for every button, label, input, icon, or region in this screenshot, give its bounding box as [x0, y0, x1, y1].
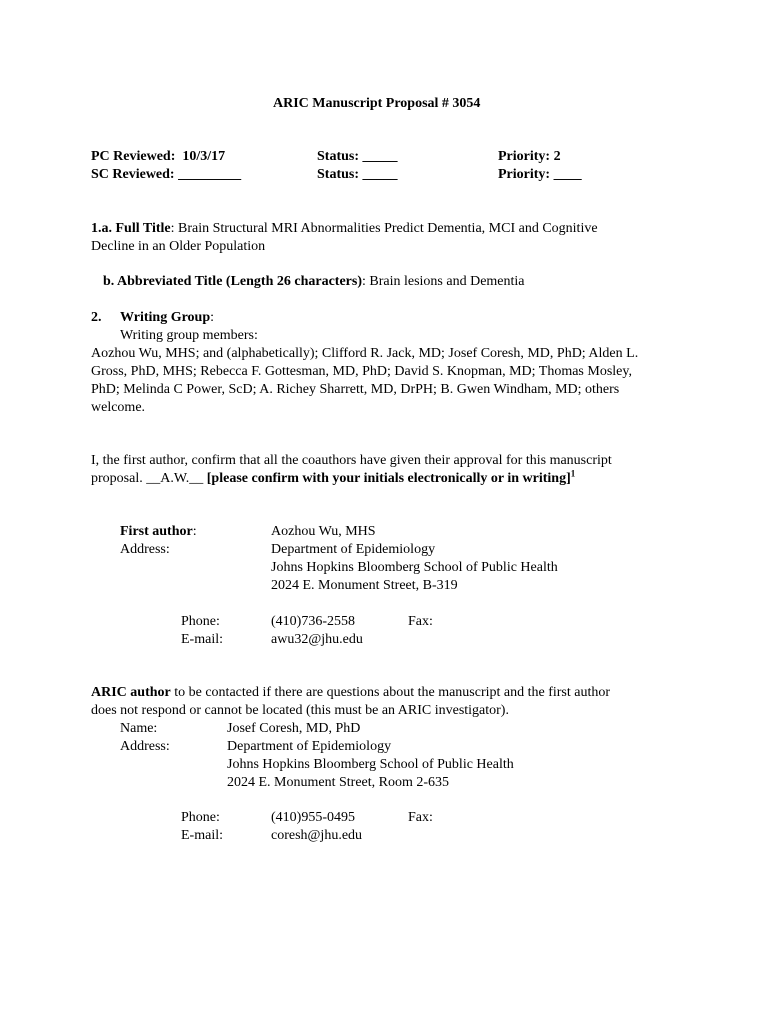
full-title-label: 1.a. Full Title [91, 221, 171, 236]
confirm-line2 [91, 470, 575, 488]
writing-group-heading [120, 309, 214, 327]
aric-author-addr1: Department of Epidemiology [227, 739, 392, 754]
writing-group-line1: Aozhou Wu, MHS; and (alphabetically); Clifford R. Jack, MD; Josef Coresh, MD, PhD; Alden L. [91, 346, 639, 361]
first-author-email: awu32@jhu.edu [271, 632, 363, 647]
first-author-fax-label: Fax: [408, 614, 433, 629]
pc-reviewed-date: 10/3/17 [182, 149, 226, 164]
first-author-email-label: E-mail: [181, 632, 223, 647]
status-pc: Status: _____ [317, 149, 398, 164]
first-author-address-label: Address: [120, 542, 170, 557]
aric-author-name: Josef Coresh, MD, PhD [227, 721, 361, 736]
first-author-name: Aozhou Wu, MHS [271, 524, 376, 539]
writing-group-line4: welcome. [91, 400, 146, 415]
aric-author-intro: to be contacted if there are questions about the manuscript and the first author [170, 685, 611, 700]
first-author-addr3: 2024 E. Monument Street, B-319 [271, 578, 458, 593]
first-author-addr2: Johns Hopkins Bloomberg School of Public Health [271, 560, 558, 575]
full-title-line2: Decline in an Older Population [91, 239, 266, 254]
aric-author-addr3: 2024 E. Monument Street, Room 2-635 [227, 775, 450, 790]
abbrev-title [103, 273, 525, 291]
aric-author-name-label: Name: [120, 721, 158, 736]
first-author-phone: (410)736-2558 [271, 614, 355, 629]
aric-author-phone: (410)955-0495 [271, 810, 355, 825]
priority-sc: Priority: ____ [498, 167, 582, 182]
pc-reviewed [91, 148, 225, 166]
sc-reviewed [91, 166, 241, 184]
aric-author-address-label: Address: [120, 739, 170, 754]
document-title: ARIC Manuscript Proposal # 3054 [273, 96, 481, 111]
full-title-line1 [91, 220, 598, 238]
full-title-text: : Brain Structural MRI Abnormalities Predict Dementia, MCI and Cognitive [170, 221, 598, 236]
first-author-addr1: Department of Epidemiology [271, 542, 436, 557]
confirm-prefix: proposal. [91, 471, 143, 486]
aric-author-email: coresh@jhu.edu [271, 828, 363, 843]
sc-reviewed-date: _________ [178, 167, 242, 182]
first-author-heading [120, 523, 197, 541]
aric-author-email-label: E-mail: [181, 828, 223, 843]
writing-group-line3: PhD; Melinda C Power, ScD; A. Richey Sharrett, MD, DrPH; B. Gwen Windham, MD; others [91, 382, 620, 397]
priority-pc: Priority: 2 [498, 149, 561, 164]
writing-group-number: 2. [91, 310, 102, 325]
first-author-phone-label: Phone: [181, 614, 220, 629]
abbrev-title-label: b. Abbreviated Title (Length 26 characters) [103, 274, 362, 289]
confirm-initials: __A.W.__ [146, 471, 204, 486]
confirm-line1: I, the first author, confirm that all the coauthors have given their approval for this manuscript [91, 453, 612, 468]
writing-group-label: Writing Group [120, 310, 211, 325]
pc-reviewed-label: PC Reviewed: [91, 149, 176, 164]
status-sc: Status: _____ [317, 167, 398, 182]
aric-author-intro-line1 [91, 684, 610, 702]
writing-group-line2: Gross, PhD, MHS; Rebecca F. Gottesman, MD, PhD; David S. Knopman, MD; Thomas Mosley, [91, 364, 632, 379]
writing-group-members-label: Writing group members: [120, 328, 258, 343]
first-author-label: First author [120, 524, 193, 539]
aric-author-label: ARIC author [91, 685, 171, 700]
aric-author-fax-label: Fax: [408, 810, 433, 825]
writing-group-colon: : [210, 310, 215, 325]
aric-author-addr2: Johns Hopkins Bloomberg School of Public Health [227, 757, 514, 772]
first-author-colon: : [192, 524, 197, 539]
aric-author-intro-line2: does not respond or cannot be located (this must be an ARIC investigator). [91, 703, 509, 718]
sc-reviewed-label: SC Reviewed: [91, 167, 175, 182]
confirm-instruction: [please confirm with your initials electronically or in writing] [206, 471, 571, 486]
aric-author-phone-label: Phone: [181, 810, 220, 825]
footnote-marker: 1 [570, 468, 576, 479]
abbrev-title-value: : Brain lesions and Dementia [362, 274, 525, 289]
